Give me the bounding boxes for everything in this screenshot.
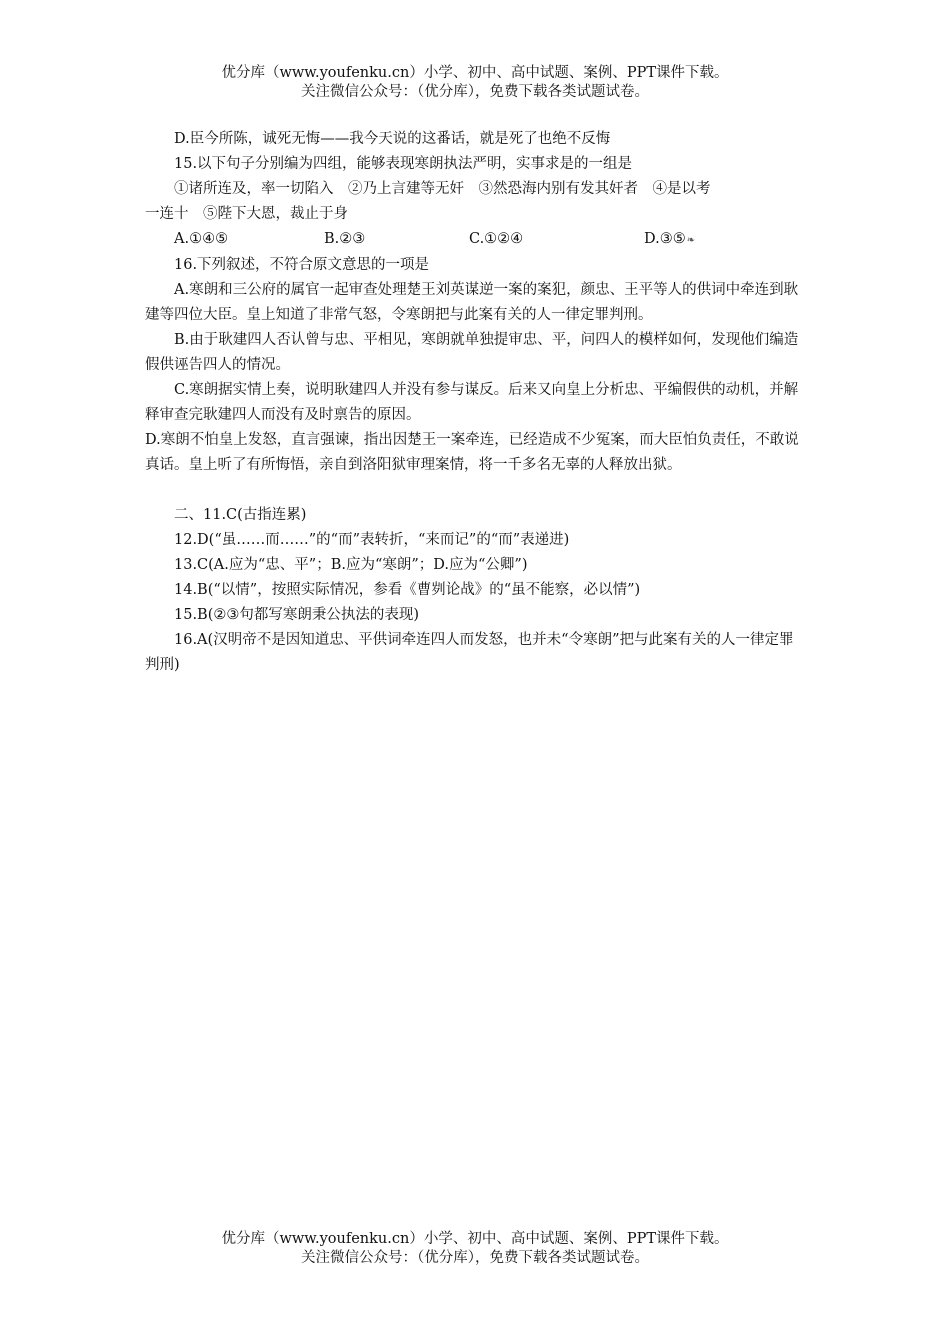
footer-line-1: 优分库（www.youfenku.cn）小学、初中、高中试题、案例、PPT课件下载。: [221, 1231, 729, 1247]
header-line-1: 优分库（www.youfenku.cn）小学、初中、高中试题、案例、PPT课件下载。: [221, 65, 729, 81]
q16-option-d: D.寒朗不怕皇上发怒，直言强谏，指出因楚王一案牵连，已经造成不少冤案，而大臣怕负责任，不敢说真话。皇上听了有所悔悟，亲自到洛阳狱审理案情，将一千多名无辜的人释放出狱。: [145, 432, 799, 473]
page-header: [0, 64, 950, 102]
answer-12: 12.D(“虽……而……”的“而”表转折，“来而记”的“而”表递进): [174, 532, 570, 548]
document-body: [145, 127, 807, 678]
answer-13: 13.C(A.应为“忠、平”；B.应为“寒朗”；D.应为“公卿”): [174, 557, 528, 573]
q16-stem: 16.下列叙述，不符合原文意思的一项是: [174, 257, 430, 273]
q15-choice-b: B.②③: [324, 231, 366, 247]
scan-mark-icon: ❧: [686, 235, 696, 246]
q16-option-c: C.寒朗据实情上奏，说明耿建四人并没有参与谋反。后来又向皇上分析忠、平编假供的动机，并解释审查完耿建四人而没有及时禀告的原因。: [145, 382, 799, 423]
q16-option-b: B.由于耿建四人否认曾与忠、平相见，寒朗就单独提审忠、平，问四人的模样如何，发现他们编造假供诬告四人的情况。: [145, 332, 799, 373]
q15-choice-d: D.③⑤❧: [644, 227, 695, 253]
q15-choices: [145, 227, 807, 253]
q15-stem: 15.以下句子分别编为四组，能够表现寒朗执法严明，实事求是的一组是: [174, 156, 633, 172]
answer-16: 16.A(汉明帝不是因知道忠、平供词牵连四人而发怒，也并未“令寒朗”把与此案有关的人一律定罪判刑): [145, 632, 794, 673]
q15-items-line-2: 一连十 ⑤陛下大恩，裁止于身: [145, 206, 348, 222]
q14-option-d: D.臣今所陈，诚死无悔——我今天说的这番话，就是死了也绝不反悔: [174, 131, 611, 147]
header-line-2: 关注微信公众号：（优分库），免费下载各类试题试卷。: [301, 84, 649, 100]
q15-choice-c: C.①②④: [469, 231, 524, 247]
footer-line-2: 关注微信公众号：（优分库），免费下载各类试题试卷。: [301, 1250, 649, 1266]
answer-14: 14.B(“以情”，按照实际情况，参看《曹刿论战》的“虽不能察，必以情”): [174, 582, 641, 598]
q16-option-a: A.寒朗和三公府的属官一起审查处理楚王刘英谋逆一案的案犯，颜忠、王平等人的供词中牵连到耿建等四位大臣。皇上知道了非常气怒，令寒朗把与此案有关的人一律定罪判刑。: [145, 282, 799, 323]
page-footer: [0, 1230, 950, 1268]
q15-choice-a: A.①④⑤: [174, 231, 229, 247]
answer-15: 15.B(②③句都写寒朗秉公执法的表现): [174, 607, 420, 623]
q15-items-line-1: ①诸所连及，率一切陷入 ②乃上言建等无奸 ③然恐海内别有发其奸者 ④是以考: [174, 181, 711, 197]
answer-11: 二、11.C(古指连累): [174, 507, 307, 523]
